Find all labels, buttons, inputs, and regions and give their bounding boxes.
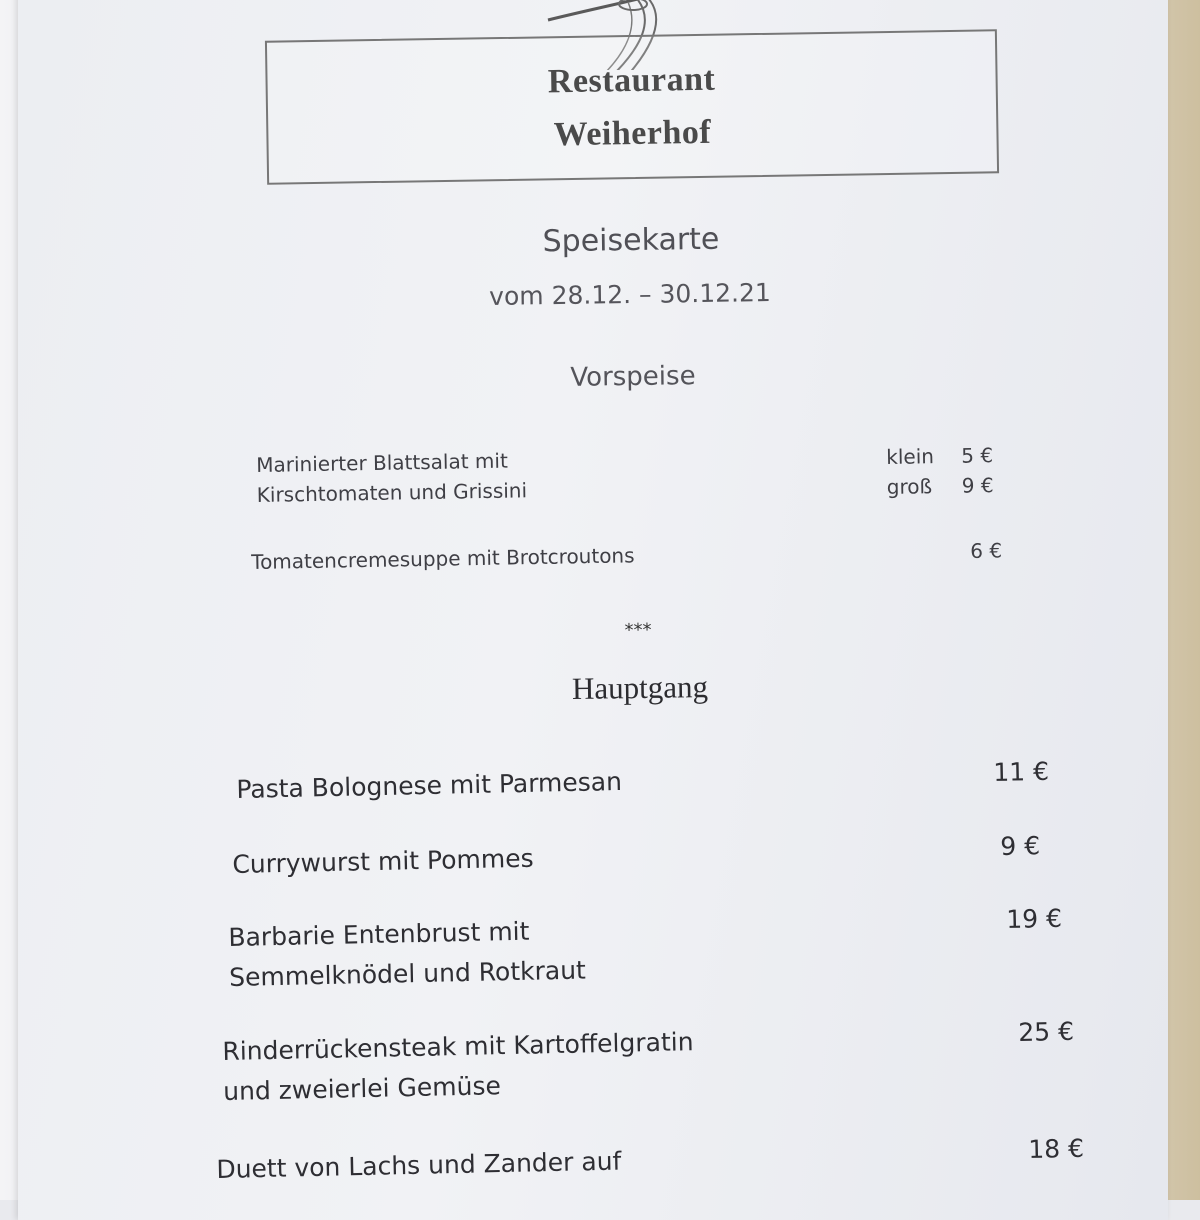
salad-large-label: groß bbox=[886, 474, 933, 499]
restaurant-name-line1: Restaurant bbox=[547, 60, 716, 101]
salad-prices bbox=[886, 440, 994, 502]
duck-line1: Barbarie Entenbrust mit bbox=[228, 916, 530, 952]
steak-line2: und zweierlei Gemüse bbox=[222, 1071, 502, 1106]
salad-line2: Kirschtomaten und Grissini bbox=[256, 478, 528, 507]
currywurst-name: Currywurst mit Pommes bbox=[232, 843, 534, 879]
starters-heading: Vorspeise bbox=[570, 361, 696, 393]
menu-page bbox=[18, 0, 1168, 1220]
currywurst-price: 9 € bbox=[1000, 831, 1041, 861]
salad-small-price: 5 € bbox=[961, 443, 994, 468]
duck-price: 19 € bbox=[1006, 903, 1063, 934]
steak-price: 25 € bbox=[1018, 1016, 1075, 1047]
soup-name: Tomatencremesuppe mit Brotcroutons bbox=[251, 543, 635, 574]
soup-price: 6 € bbox=[970, 538, 1003, 563]
fish-line1: Duett von Lachs und Zander auf bbox=[216, 1146, 622, 1184]
salad-large-price: 9 € bbox=[961, 473, 994, 498]
restaurant-name-line2: Weiherhof bbox=[553, 113, 712, 154]
menu-dates: vom 28.12. – 30.12.21 bbox=[488, 278, 772, 311]
restaurant-name-box bbox=[265, 29, 999, 184]
steak-line1: Rinderrückensteak mit Kartoffelgratin bbox=[222, 1027, 694, 1066]
salad-small-price-row bbox=[886, 440, 993, 472]
salad-small-label: klein bbox=[886, 444, 935, 469]
pasta-price: 11 € bbox=[993, 756, 1050, 787]
duck-line2: Semmelknödel und Rotkraut bbox=[228, 955, 587, 992]
section-separator: *** bbox=[624, 619, 652, 642]
salad-line1: Marinierter Blattsalat mit bbox=[256, 448, 508, 477]
mains-heading: Hauptgang bbox=[571, 669, 709, 706]
pasta-name: Pasta Bolognese mit Parmesan bbox=[236, 766, 623, 804]
duck-description bbox=[228, 911, 586, 998]
salad-description bbox=[256, 445, 527, 510]
menu-title: Speisekarte bbox=[542, 221, 720, 260]
steak-description bbox=[222, 1022, 695, 1112]
salad-large-price-row bbox=[887, 470, 994, 502]
fish-price: 18 € bbox=[1028, 1133, 1085, 1164]
